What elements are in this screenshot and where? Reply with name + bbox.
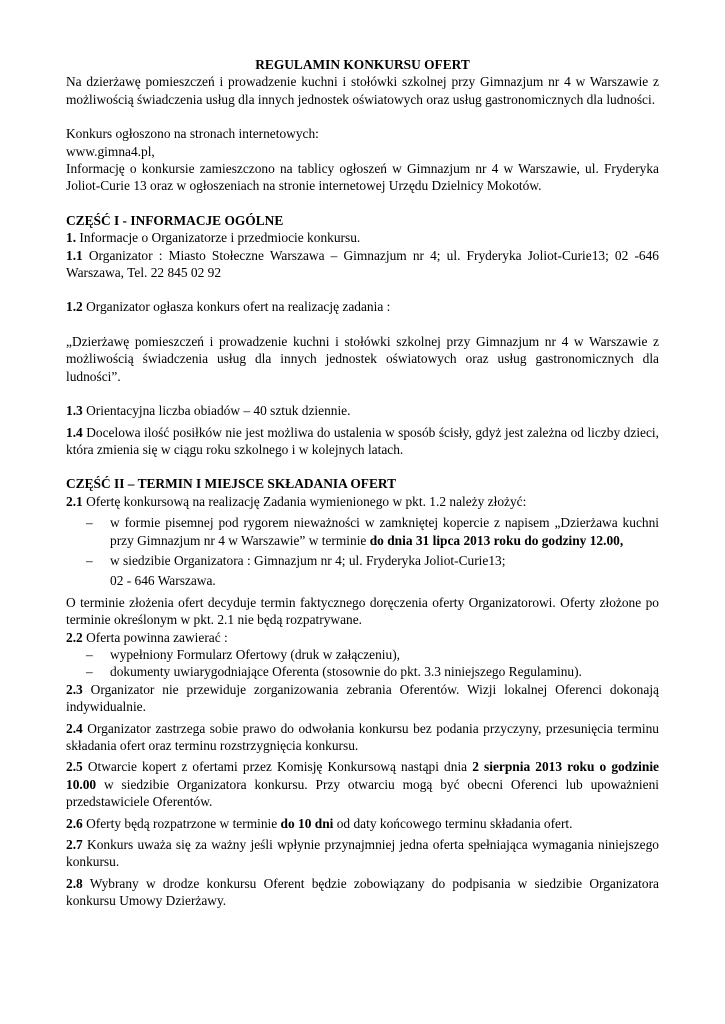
announcement-info: Informację o konkursie zamieszczono na tablicy ogłoszeń w Gimnazjum nr 4 w Warszawie, ul. Fryderyka Joliot-Curie 13 oraz w ogłoszeniach na stronie internetowej Urzędu Dzielnicy Mokotów. xyxy=(66,161,659,194)
list-item xyxy=(86,514,659,549)
list-item-text: w siedzibie Organizatora : Gimnazjum nr 4; ul. Fryderyka Joliot-Curie13; xyxy=(110,552,506,568)
section-number: 1.3 xyxy=(66,403,83,419)
intro-paragraph: Na dzierżawę pomieszczeń i prowadzenie kuchni i stołówki szkolnej przy Gimnazjum nr 4 w Warszawie z możliwością świadczenia usług dla innych jednostek oświatowych oraz usług gastronomicznych dla ludności. xyxy=(66,74,659,107)
section-1-1 xyxy=(66,247,659,282)
section-1-2 xyxy=(66,298,659,315)
section-text: Konkurs uważa się za ważny jeśli wpłynie przynajmniej jedna oferta spełniająca wymagania niniejszego konkursu. xyxy=(66,837,659,870)
list-item: – dokumenty uwiarygodniające Oferenta (stosownie do pkt. 3.3 niniejszego Regulaminu). xyxy=(86,663,659,680)
section-number: 1.1 xyxy=(66,247,83,263)
part2-heading: CZĘŚĆ II – TERMIN I MIEJSCE SKŁADANIA OFERT xyxy=(66,476,397,492)
section-number: 2.7 xyxy=(66,837,83,853)
list-item xyxy=(86,552,659,569)
announcement-line: Konkurs ogłoszono na stronach internetowych: xyxy=(66,126,319,142)
section-text: Docelowa ilość posiłków nie jest możliwa do ustalenia w sposób ścisły, gdyż jest zależna od liczby dzieci, która zmienia się w ciągu roku szkolnego i w kolejnych latach. xyxy=(66,424,659,457)
section-2-3 xyxy=(66,681,659,716)
section-number: 1. xyxy=(66,230,77,246)
section-number: 1.2 xyxy=(66,299,83,315)
deadline-note: O terminie złożenia ofert decyduje termin faktycznego doręczenia oferty Organizatorowi. Oferty złożone po terminie określonym w pkt. 2.1 nie będą rozpatrywane. xyxy=(66,594,659,628)
submission-list xyxy=(66,514,659,569)
deadline-text: do dnia 31 lipca 2013 roku do godziny 12.00, xyxy=(369,532,624,548)
section-text: Organizator nie przewiduje zorganizowania zebrania Oferentów. Wizji lokalnej Oferenci dokonają indywidualnie. xyxy=(66,681,659,715)
section-number: 2.8 xyxy=(66,875,83,891)
section-text: Organizator zastrzega sobie prawo do odwołania konkursu bez podania przyczyny, przesunięcia terminu składania ofert oraz terminu rozstrzygnięcia konkursu. xyxy=(66,720,659,753)
section-number: 2.6 xyxy=(66,815,83,831)
section-number: 2.5 xyxy=(66,759,83,775)
section-text: Oferty będą rozpatrzone w terminie xyxy=(82,815,281,831)
section-2-7 xyxy=(66,836,659,871)
section-text: Otwarcie kopert z ofertami przez Komisję Konkursową nastąpi dnia xyxy=(82,759,473,775)
section-2-8 xyxy=(66,875,659,910)
website-link[interactable]: www.gimna4.pl, xyxy=(66,143,155,159)
address-continuation: 02 - 646 Warszawa. xyxy=(110,573,216,589)
opening-date: 2 sierpnia 2013 roku o godzinie 10.00 xyxy=(66,759,659,792)
document-title: REGULAMIN KONKURSU OFERT xyxy=(255,57,470,72)
list-item-text: w formie pisemnej pod rygorem nieważności w zamkniętej kopercie z napisem „Dzierżawa kuchni przy Gimnazjum nr 4 w Warszawie” w terminie xyxy=(110,515,659,548)
section-text: w siedzibie Organizatora konkursu. Przy otwarciu mogą być obecni Oferenci lub upoważnieni przedstawiciele Oferentów. xyxy=(66,776,659,810)
section-text: od daty końcowego terminu składania ofert. xyxy=(333,815,573,831)
task-quote: „Dzierżawę pomieszczeń i prowadzenie kuchni i stołówki szkolnej przy Gimnazjum nr 4 w Warszawie z możliwością świadczenia usług dla innych jednostek oświatowych oraz usług gastronomicznych dla ludności”. xyxy=(66,333,659,384)
offer-contents-list xyxy=(66,646,659,681)
section-number: 2.4 xyxy=(66,720,83,736)
section-number: 2.2 xyxy=(66,629,83,645)
section-text: Informacje o Organizatorze i przedmiocie konkursu. xyxy=(76,230,361,246)
section-number: 2.3 xyxy=(66,681,83,697)
review-period: do 10 dni xyxy=(280,815,334,831)
part1-heading: CZĘŚĆ I - INFORMACJE OGÓLNE xyxy=(66,212,284,228)
section-1-4 xyxy=(66,424,659,459)
list-item: – wypełniony Formularz Ofertowy (druk w załączeniu), xyxy=(86,646,659,663)
section-number: 2.1 xyxy=(66,493,83,509)
section-2-4 xyxy=(66,720,659,755)
section-1 xyxy=(66,229,659,246)
section-1-3 xyxy=(66,402,659,419)
section-2-6 xyxy=(66,815,659,832)
section-text: Wybrany w drodze konkursu Oferent będzie zobowiązany do podpisania w siedzibie Organizatora konkursu Umowy Dzierżawy. xyxy=(66,875,659,909)
section-2-1 xyxy=(66,493,659,510)
section-2-2 xyxy=(66,629,659,646)
section-text: Ofertę konkursową na realizację Zadania wymienionego w pkt. 1.2 należy złożyć: xyxy=(82,493,527,509)
section-number: 1.4 xyxy=(66,424,83,440)
section-text: Organizator : Miasto Stołeczne Warszawa – Gimnazjum nr 4; ul. Fryderyka Joliot-Curie13; 02 -646 Warszawa, Tel. 22 845 02 92 xyxy=(66,247,659,281)
section-2-5 xyxy=(66,758,659,810)
section-text: Oferta powinna zawierać : xyxy=(82,629,228,645)
section-text: Orientacyjna liczba obiadów – 40 sztuk dziennie. xyxy=(82,403,351,419)
section-text: Organizator ogłasza konkurs ofert na realizację zadania : xyxy=(82,299,391,315)
